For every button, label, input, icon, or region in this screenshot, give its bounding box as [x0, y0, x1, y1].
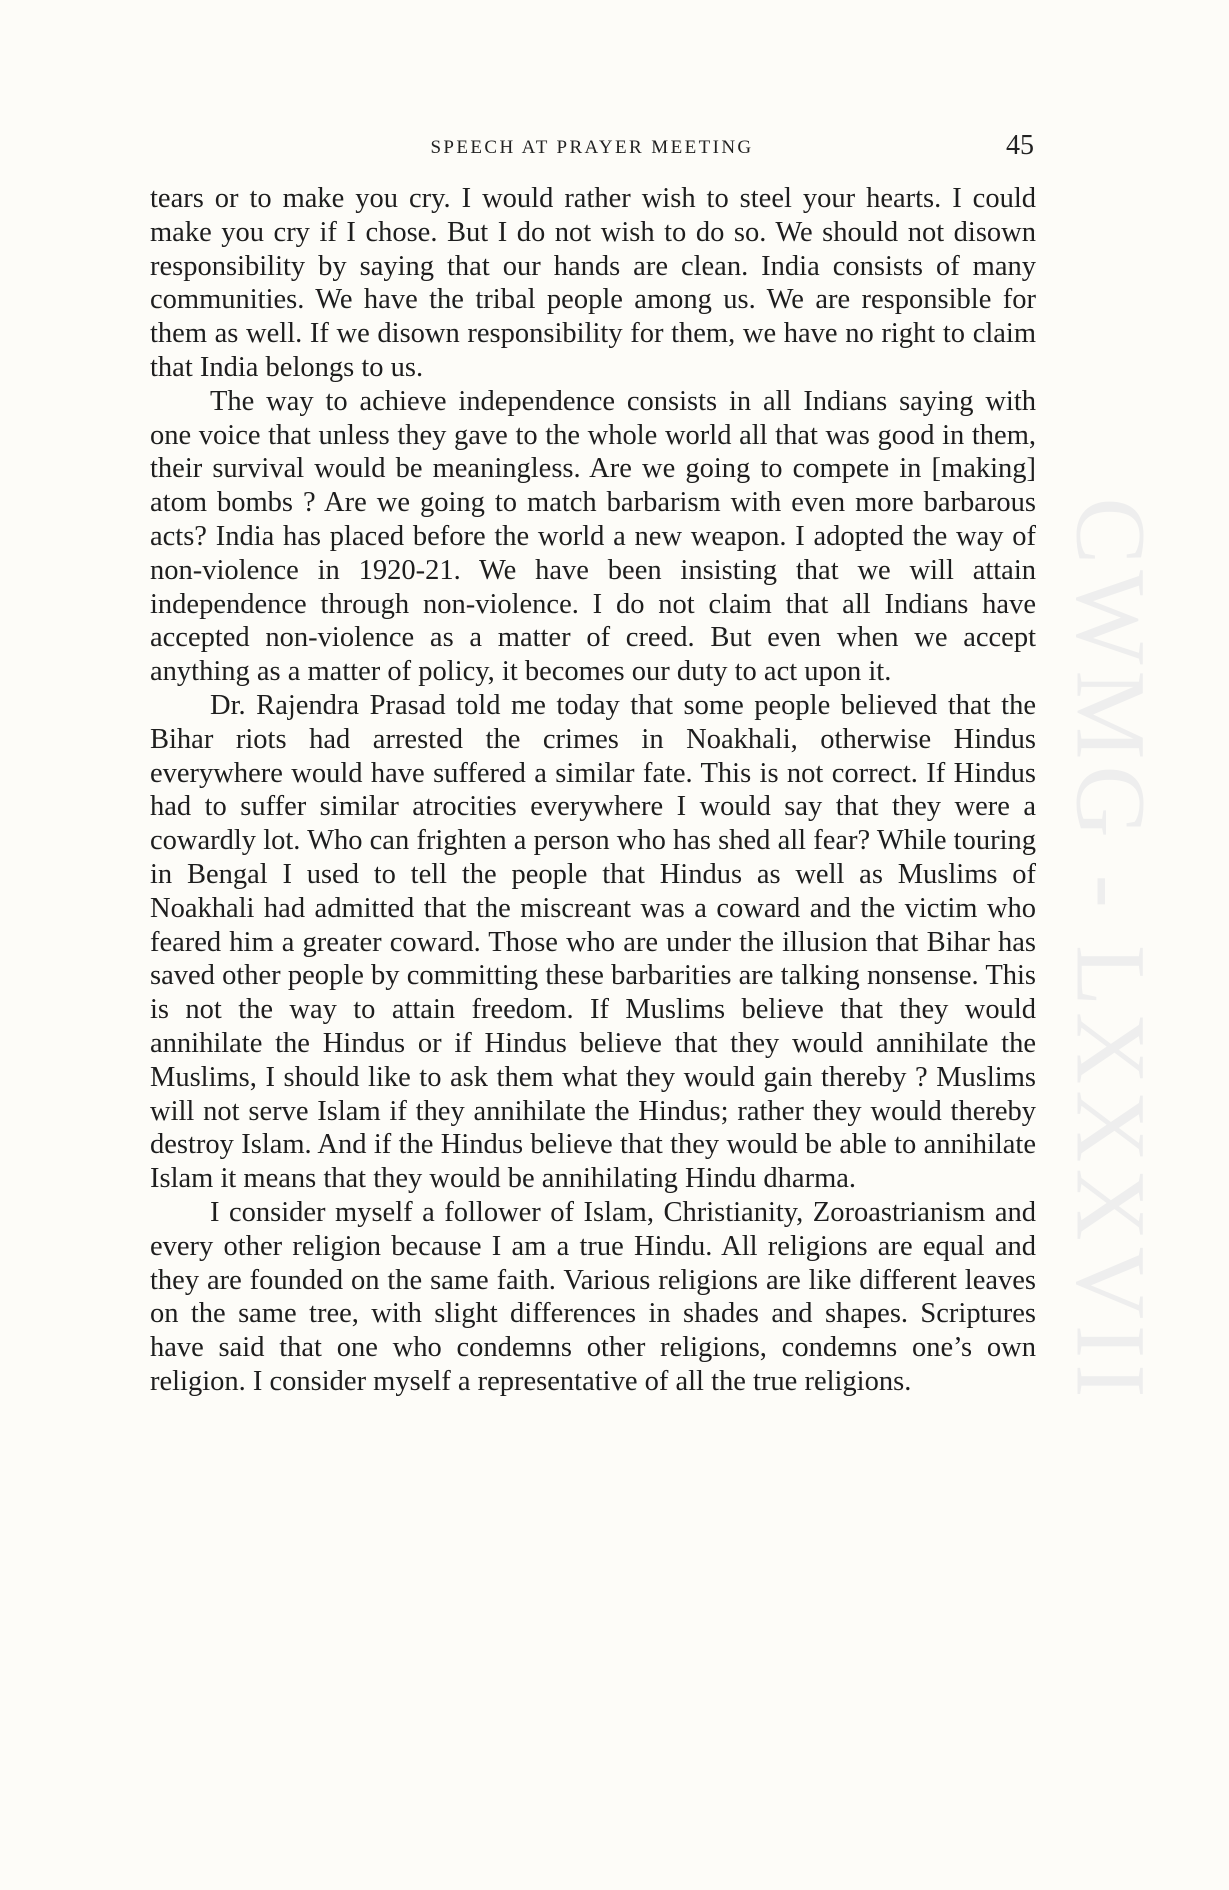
paragraph-religions: I consider myself a follower of Islam, Christianity, Zoroastrianism and every other religion because I am a true Hindu. All religions are equal and they are founded on the same faith. Various religions are like different leaves on the same tree, with slight differences in shades and shapes. Scriptures have said that one who condemns other religions, condemns one’s own religion. I consider myself a representative of all the true religions.	[150, 1196, 1036, 1397]
running-head	[150, 130, 1034, 173]
paragraph-independence: The way to achieve independence consists in all Indians saying with one voice that unless they gave to the whole world all that was good in them, their survival would be meaningless. Are we going to compete in [making] atom bombs ? Are we going to match barbarism with even more barbarous acts? India has placed before the world a new weapon. I adopted the way of non-violence in 1920-21. We have been insisting that we will attain independence through non-violence. I do not claim that all Indians have accepted non-violence as a matter of creed. But even when we accept anything as a matter of policy, it becomes our duty to act upon it.	[150, 385, 1036, 688]
paragraph-continued: tears or to make you cry. I would rather wish to steel your hearts. I could make you cry if I chose. But I do not wish to do so. We should not disown responsibility by saying that our hands are clean. India consists of many communities. We have the tribal people among us. We are responsible for them as well. If we disown responsibility for them, we have no right to claim that India belongs to us.	[150, 183, 1036, 383]
running-title: SPEECH AT PRAYER MEETING	[430, 137, 754, 158]
paragraph-bihar-riots: Dr. Rajendra Prasad told me today that some people believed that the Bihar riots had arrested the crimes in Noakhali, otherwise Hindus everywhere would have suffered a similar fate. This is not correct. If Hindus had to suffer similar atrocities everywhere I would say that they were a cowardly lot. Who can frighten a person who has shed all fear? While touring in Bengal I used to tell the people that Hindus as well as Muslims of Noakhali had admitted that the miscreant was a coward and the victim who feared him a greater coward. Those who are under the illusion that Bihar has saved other people by committing these barbarities are talking nonsense. This is not the way to attain freedom. If Muslims believe that they would annihilate the Hindus or if Hindus believe that they would annihilate the Muslims, I should like to ask them what they would gain thereby ? Muslims will not serve Islam if they annihilate the Hindus; rather they would thereby destroy Islam. And if the Hindus believe that they would be able to annihilate Islam it means that they would be annihilating Hindu dharma.	[150, 689, 1036, 1195]
page-number: 45	[1006, 130, 1034, 161]
watermark-text: CWMG - LXXXVII	[1055, 496, 1167, 1404]
body-text	[150, 182, 1036, 1399]
watermark	[1055, 320, 1167, 1580]
